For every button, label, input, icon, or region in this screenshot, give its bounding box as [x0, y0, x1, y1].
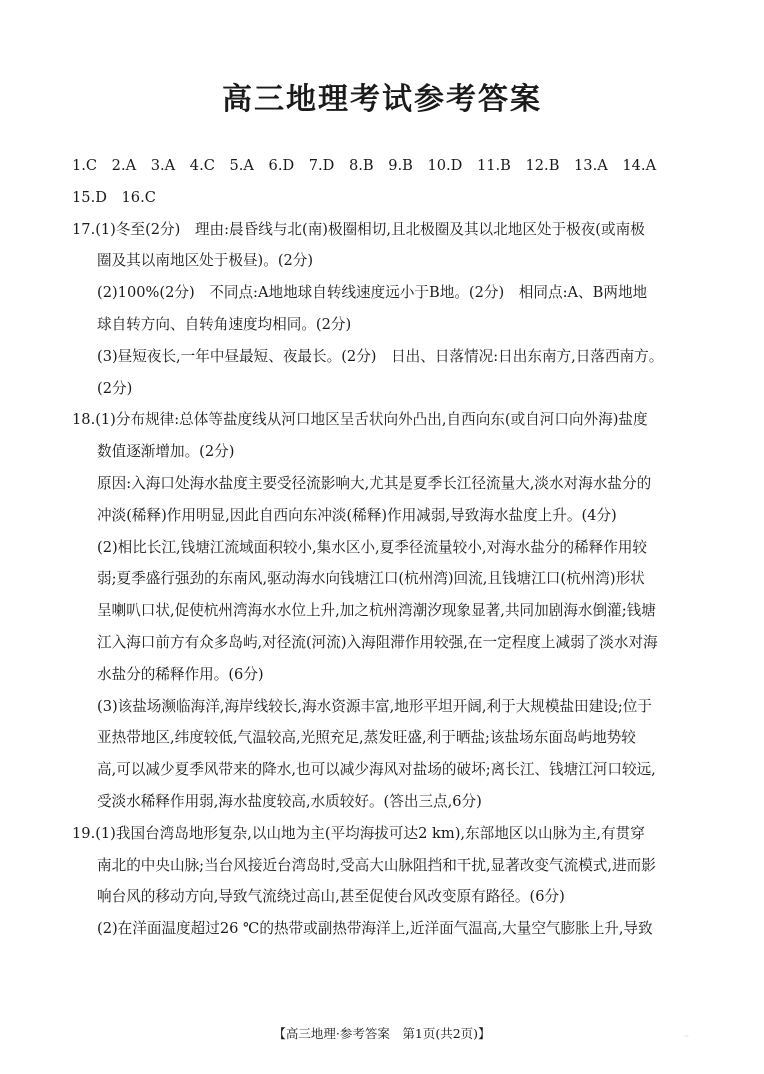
page-footer: 【高三地理·参考答案 第1页(共2页)】 [273, 1026, 491, 1041]
answer-line: 水盐分的稀释作用。(6分) [97, 665, 264, 683]
answer-line: 19.(1)我国台湾岛地形复杂,以山地为主(平均海拔可达2 km),东部地区以山脉为主,有贯穿 [72, 824, 645, 842]
answer-line: (2)相比长江,钱塘江流域面积较小,集水区小,夏季径流量较小,对海水盐分的稀释作用较 [97, 538, 648, 556]
answer-line: 南北的中央山脉;当台风接近台湾岛时,受高大山脉阻挡和干扰,显著改变气流模式,进而影 [97, 856, 656, 874]
answer-line: (3)昼短夜长,一年中昼最短、夜最长。(2分) 日出、日落情况:日出东南方,日落西南方。 [97, 347, 664, 365]
answer-line: 响台风的移动方向,导致气流绕过高山,甚至促使台风改变原有路径。(6分) [97, 888, 565, 906]
answer-line: 18.(1)分布规律:总体等盐度线从河口地区呈舌状向外凸出,自西向东(或自河口向外海)盐度 [72, 411, 648, 429]
answer-line: 呈喇叭口状,促使杭州湾海水水位上升,加之杭州湾潮汐现象显著,共同加剧海水倒灌;钱塘 [97, 602, 656, 620]
answer-line: (2)100%(2分) 不同点:A地地球自转线速度远小于B地。(2分) 相同点:A、B两地地 [97, 284, 648, 302]
answer-line: 原因:入海口处海水盐度主要受径流影响大,尤其是夏季长江径流量大,淡水对海水盐分的 [97, 474, 652, 492]
answer-line: 亚热带地区,纬度较低,气温较高,光照充足,蒸发旺盛,利于晒盐;该盐场东面岛屿地势较 [97, 729, 636, 747]
page-title: 高三地理考试参考答案 [222, 82, 542, 117]
answer-line: 弱;夏季盛行强劲的东南风,驱动海水向钱塘江口(杭州湾)回流,且钱塘江口(杭州湾)形状 [97, 570, 645, 588]
answer-line: (3)该盐场濒临海洋,海岸线较长,海水资源丰富,地形平坦开阔,利于大规模盐田建设;位于 [97, 697, 652, 715]
corner-mark: ·· [684, 1032, 690, 1041]
answer-body [72, 150, 696, 945]
answer-line: 15.D 16.C [72, 188, 156, 206]
answer-line: 江入海口前方有众多岛屿,对径流(河流)入海阻滞作用较强,在一定程度上减弱了淡水对海 [97, 633, 658, 651]
answer-line: (2分) [97, 379, 133, 397]
answer-line: 数值逐渐增加。(2分) [97, 443, 235, 461]
answer-line: (2)在洋面温度超过26 ℃的热带或副热带海洋上,近洋面气温高,大量空气膨胀上升,导致 [97, 920, 653, 938]
answer-line: 1.C 2.A 3.A 4.C 5.A 6.D 7.D 8.B 9.B 10.D 11.B 12.B 13.A 14.A [72, 157, 657, 174]
answer-line: 冲淡(稀释)作用明显,因此自西向东冲淡(稀释)作用减弱,导致海水盐度上升。(4分) [97, 506, 617, 524]
answer-line: 17.(1)冬至(2分) 理由:晨昏线与北(南)极圈相切,且北极圈及其以北地区处于极夜(或南极 [72, 220, 645, 238]
answer-line: 高,可以减少夏季风带来的降水,也可以减少海风对盐场的破坏;离长江、钱塘江河口较远, [97, 761, 656, 779]
answer-line: 受淡水稀释作用弱,海水盐度较高,水质较好。(答出三点,6分) [97, 792, 482, 810]
answer-line: 球自转方向、自转角速度均相同。(2分) [97, 315, 352, 333]
answer-line: 圈及其以南地区处于极昼)。(2分) [97, 252, 314, 270]
